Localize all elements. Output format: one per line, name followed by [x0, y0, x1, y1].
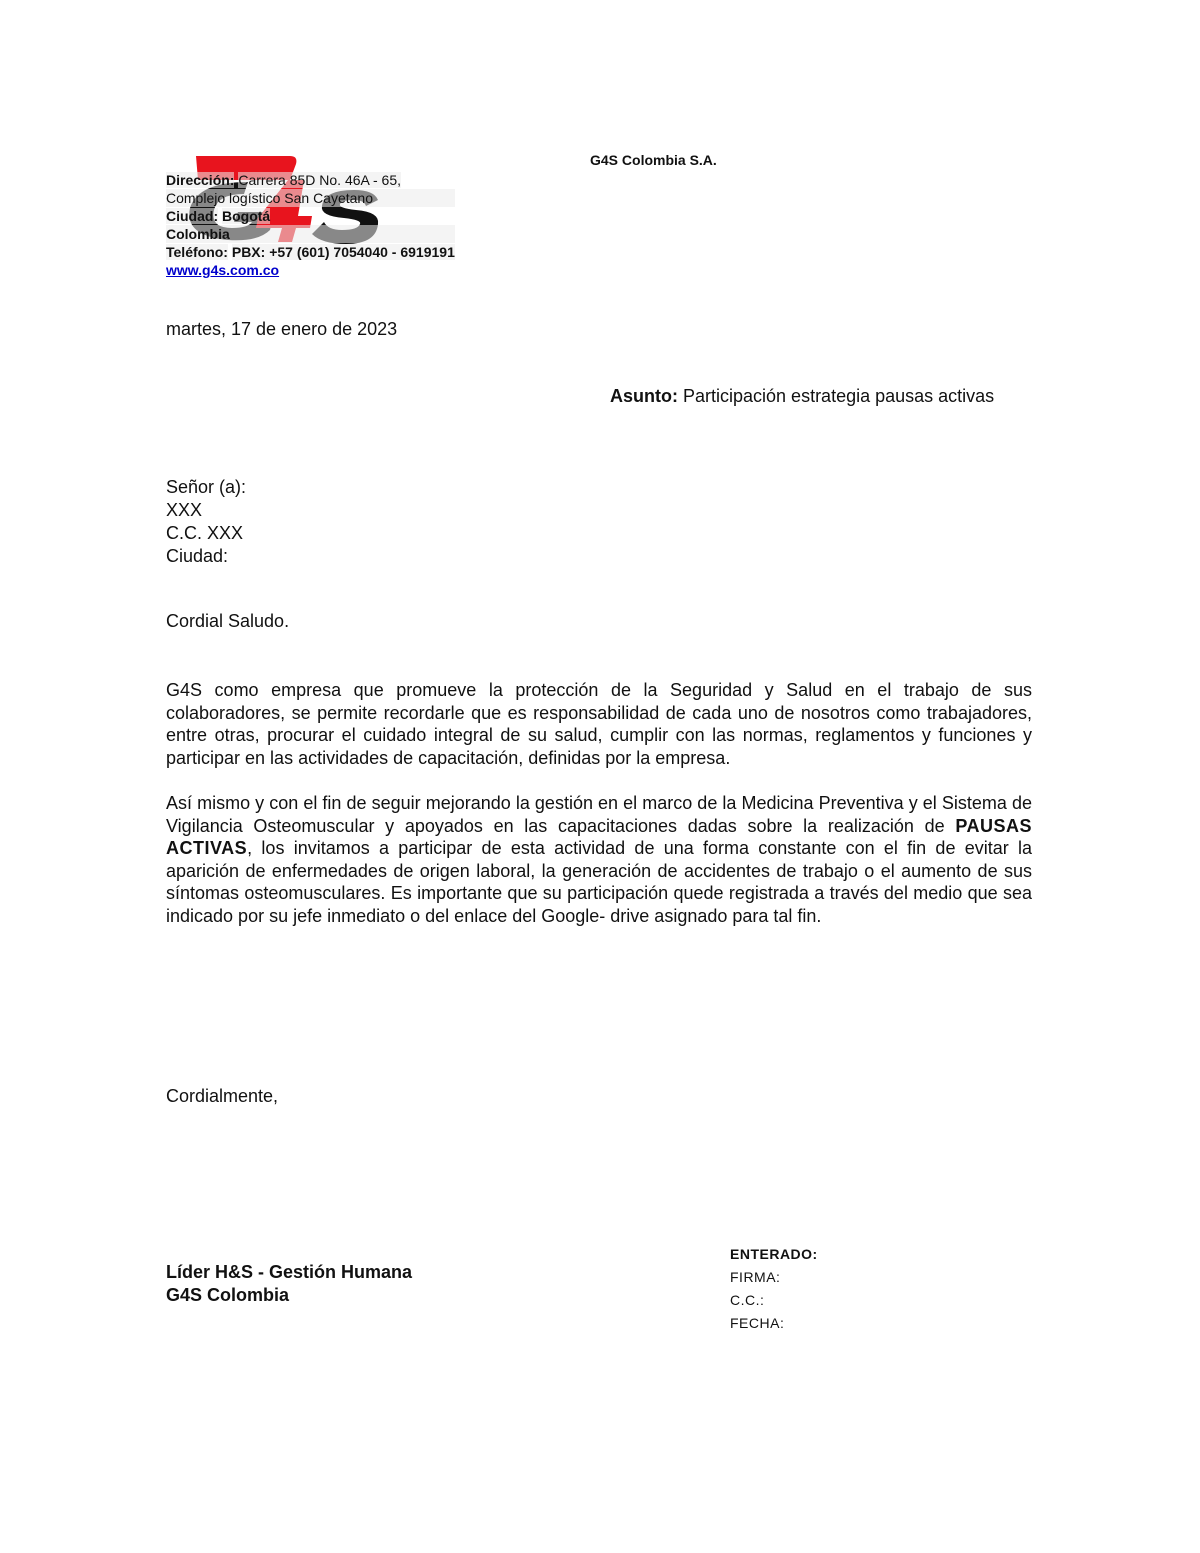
company-heading: G4S Colombia S.A.: [590, 152, 717, 168]
ack-fecha: FECHA:: [730, 1315, 785, 1331]
phone-line: [166, 243, 455, 261]
address-line: [166, 171, 455, 189]
subject-label: Asunto:: [610, 386, 678, 406]
city-value: Bogotá: [222, 208, 271, 224]
letter-date: martes, 17 de enero de 2023: [166, 319, 398, 339]
letterhead-info: [166, 171, 455, 279]
recipient-id: C.C. XXX: [166, 523, 244, 543]
signer-role: Líder H&S - Gestión Humana: [166, 1262, 413, 1282]
recipient-city: Ciudad:: [166, 546, 229, 566]
address-value: Carrera 85D No. 46A - 65,: [238, 172, 401, 188]
address-label: Dirección:: [166, 172, 235, 188]
complex-line: Complejo logístico San Cayetano: [166, 189, 455, 207]
subject-line: [610, 386, 994, 407]
p2-text-before: Así mismo y con el fin de seguir mejorando la gestión en el marco de la Medicina Preventiva y el Sistema de Vigilancia Osteomuscular y apoyados en las capacitaciones dadas sobre la realización de: [166, 793, 1032, 836]
phone-value: PBX: +57 (601) 7054040 - 6919191: [231, 244, 455, 260]
body-paragraph-2: [166, 792, 1032, 928]
city-label: Ciudad:: [166, 208, 219, 224]
closing: Cordialmente,: [166, 1086, 279, 1106]
recipient-name: XXX: [166, 500, 203, 520]
city-line: [166, 207, 455, 225]
p2-bold-term: PAUSAS ACTIVAS: [166, 815, 1032, 859]
website-link[interactable]: www.g4s.com.co: [166, 262, 280, 278]
greeting: Cordial Saludo.: [166, 611, 290, 631]
p2-text-after: , los invitamos a participar de esta actividad de una forma constante con el fin de evitar la aparición de enfermedades de origen laboral, la generación de accidentes de trabajo o el aumento de sus síntomas osteomusculares. Es importante que su participación quede registrada a través del medio que sea indicado por su jefe inmediato o del enlace del Google- drive asignado para tal fin.: [166, 838, 1032, 926]
ack-firma: FIRMA:: [730, 1269, 781, 1285]
recipient-block: [166, 476, 246, 568]
country-line: Colombia: [166, 225, 455, 243]
phone-label: Teléfono:: [166, 244, 228, 260]
signature-block: [166, 1261, 412, 1307]
body-paragraph-1: G4S como empresa que promueve la protección de la Seguridad y Salud en el trabajo de sus colaboradores, se permite recordarle que es responsabilidad de cada uno de nosotros como trabajadores, entre otras, procurar el cuidado integral de su salud, cumplir con las normas, reglamentos y funciones y participar en las actividades de capacitación, definidas por la empresa.: [166, 680, 1032, 768]
website-line: [166, 261, 455, 279]
acknowledgement-block: [730, 1243, 818, 1335]
ack-title: ENTERADO:: [730, 1246, 818, 1262]
ack-cc: C.C.:: [730, 1292, 765, 1308]
recipient-salutation: Señor (a):: [166, 477, 247, 497]
signer-company: G4S Colombia: [166, 1285, 290, 1305]
subject-value: Participación estrategia pausas activas: [683, 386, 995, 406]
